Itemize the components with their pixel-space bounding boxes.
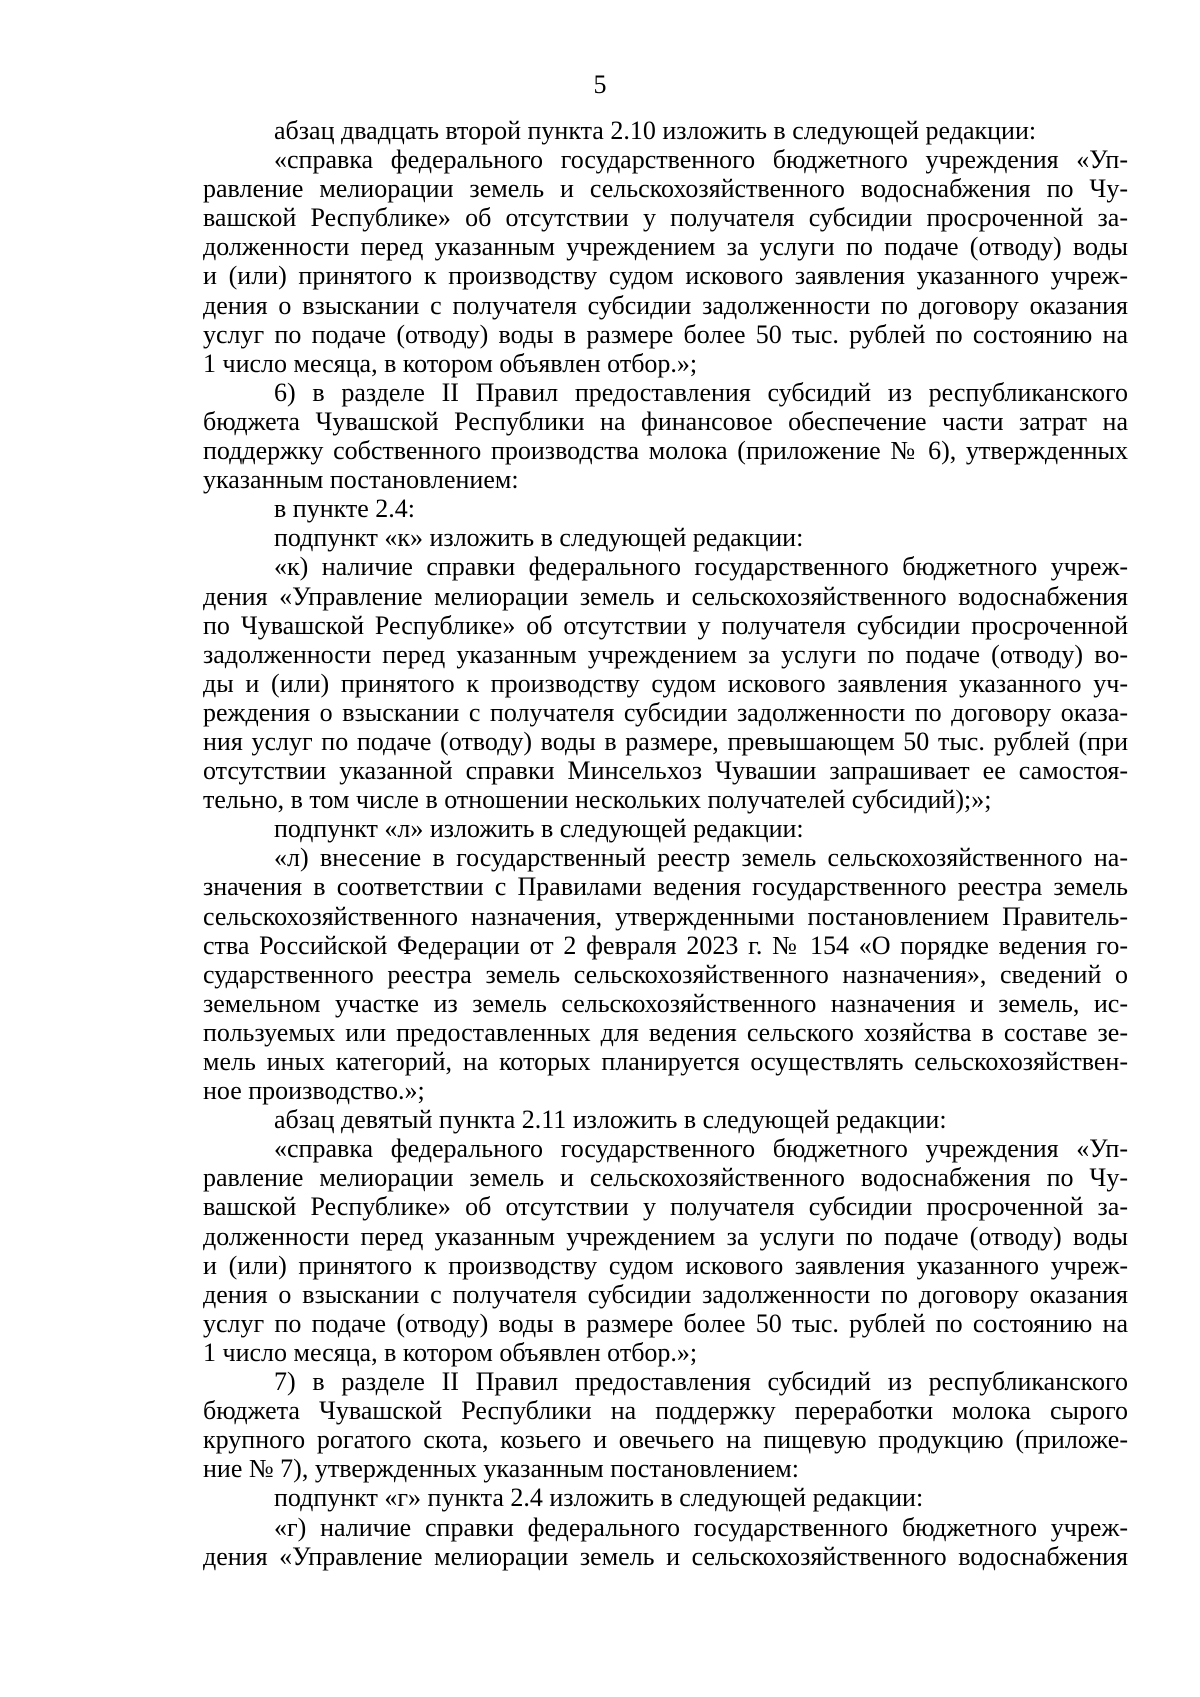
text-line: ния услуг по подаче (отводу) воды в размере, превышающем 50 тыс. рублей (при	[203, 726, 1128, 756]
text-line: сельскохозяйственного назначения, утвержденными постановлением Правитель-	[203, 901, 1128, 931]
text-line: 7) в разделе II Правил предоставления субсидий из республиканского	[274, 1367, 1128, 1397]
text-line: вашской Республике» об отсутствии у получателя субсидии просроченной за-	[203, 203, 1128, 233]
text-line: поддержку собственного производства молока (приложение № 6), утвержденных	[203, 436, 1128, 466]
text-line: подпункт «к» изложить в следующей редакции:	[274, 523, 804, 553]
text-line: в пункте 2.4:	[274, 494, 416, 524]
text-line: дения о взыскании с получателя субсидии задолженности по договору оказания	[203, 1279, 1128, 1309]
text-line: дения о взыскании с получателя субсидии задолженности по договору оказания	[203, 290, 1128, 320]
text-line: услуг по подаче (отводу) воды в размере более 50 тыс. рублей по состоянию на	[203, 319, 1128, 349]
text-line: тельно, в том числе в отношении нескольких получателей субсидий);»;	[203, 785, 992, 815]
text-line: ства Российской Федерации от 2 февраля 2023 г. № 154 «О порядке ведения го-	[203, 930, 1128, 960]
text-line: отсутствии указанной справки Минсельхоз Чувашии запрашивает ее самостоя-	[203, 756, 1128, 786]
text-line: 1 число месяца, в котором объявлен отбор.»;	[203, 1337, 698, 1367]
text-line: дения «Управление мелиорации земель и сельскохозяйственного водоснабжения	[203, 1541, 1128, 1571]
text-line: сударственного реестра земель сельскохозяйственного назначения», сведений о	[203, 959, 1128, 989]
text-line: значения в соответствии с Правилами ведения государственного реестра земель	[203, 872, 1128, 902]
text-line: равление мелиорации земель и сельскохозяйственного водоснабжения по Чу-	[203, 174, 1128, 204]
text-line: и (или) принятого к производству судом искового заявления указанного учреж-	[203, 1250, 1128, 1280]
text-line: бюджета Чувашской Республики на финансовое обеспечение части затрат на	[203, 406, 1128, 436]
text-line: подпункт «г» пункта 2.4 изложить в следующей редакции:	[274, 1483, 924, 1513]
text-line: «л) внесение в государственный реестр земель сельскохозяйственного на-	[274, 843, 1128, 873]
text-line: 6) в разделе II Правил предоставления субсидий из республиканского	[274, 377, 1128, 407]
page-number: 5	[593, 70, 607, 99]
text-line: ние № 7), утвержденных указанным постановлением:	[203, 1454, 799, 1484]
text-line: подпункт «л» изложить в следующей редакции:	[274, 814, 804, 844]
text-line: крупного рогатого скота, козьего и овечьего на пищевую продукцию (приложе-	[203, 1425, 1128, 1455]
text-line: «к) наличие справки федерального государственного бюджетного учреж-	[274, 552, 1128, 582]
text-line: 1 число месяца, в котором объявлен отбор.»;	[203, 348, 698, 378]
text-line: долженности перед указанным учреждением за услуги по подаче (отводу) воды	[203, 1221, 1128, 1251]
text-line: задолженности перед указанным учреждением за услуги по подаче (отводу) во-	[203, 639, 1128, 669]
text-line: по Чувашской Республике» об отсутствии у получателя субсидии просроченной	[203, 610, 1128, 640]
text-line: дения «Управление мелиорации земель и сельскохозяйственного водоснабжения	[203, 581, 1128, 611]
text-line: абзац девятый пункта 2.11 изложить в следующей редакции:	[274, 1105, 947, 1135]
text-line: долженности перед указанным учреждением за услуги по подаче (отводу) воды	[203, 232, 1128, 262]
text-line: «справка федерального государственного бюджетного учреждения «Уп-	[274, 1134, 1128, 1164]
text-line: мель иных категорий, на которых планируется осуществлять сельскохозяйствен-	[203, 1047, 1128, 1076]
text-line: реждения о взыскании с получателя субсидии задолженности по договору оказа-	[203, 697, 1128, 727]
text-line: земельном участке из земель сельскохозяйственного назначения и земель, ис-	[203, 988, 1128, 1018]
text-line: услуг по подаче (отводу) воды в размере более 50 тыс. рублей по состоянию на	[203, 1308, 1128, 1338]
text-line: «г) наличие справки федерального государственного бюджетного учреж-	[274, 1512, 1128, 1542]
text-line: абзац двадцать второй пункта 2.10 изложить в следующей редакции:	[274, 116, 1037, 145]
text-line: ды и (или) принятого к производству судом искового заявления указанного уч-	[203, 668, 1128, 698]
text-line: бюджета Чувашской Республики на поддержку переработки молока сырого	[203, 1396, 1128, 1426]
text-line: равление мелиорации земель и сельскохозяйственного водоснабжения по Чу-	[203, 1163, 1128, 1193]
text-line: и (или) принятого к производству судом искового заявления указанного учреж-	[203, 261, 1128, 291]
text-line: указанным постановлением:	[203, 465, 519, 495]
text-line: «справка федерального государственного бюджетного учреждения «Уп-	[274, 145, 1128, 175]
text-line: вашской Республике» об отсутствии у получателя субсидии просроченной за-	[203, 1192, 1128, 1222]
document-body	[203, 116, 1128, 1571]
text-line: ное производство.»;	[203, 1076, 425, 1106]
text-line: пользуемых или предоставленных для ведения сельского хозяйства в составе зе-	[203, 1017, 1128, 1047]
